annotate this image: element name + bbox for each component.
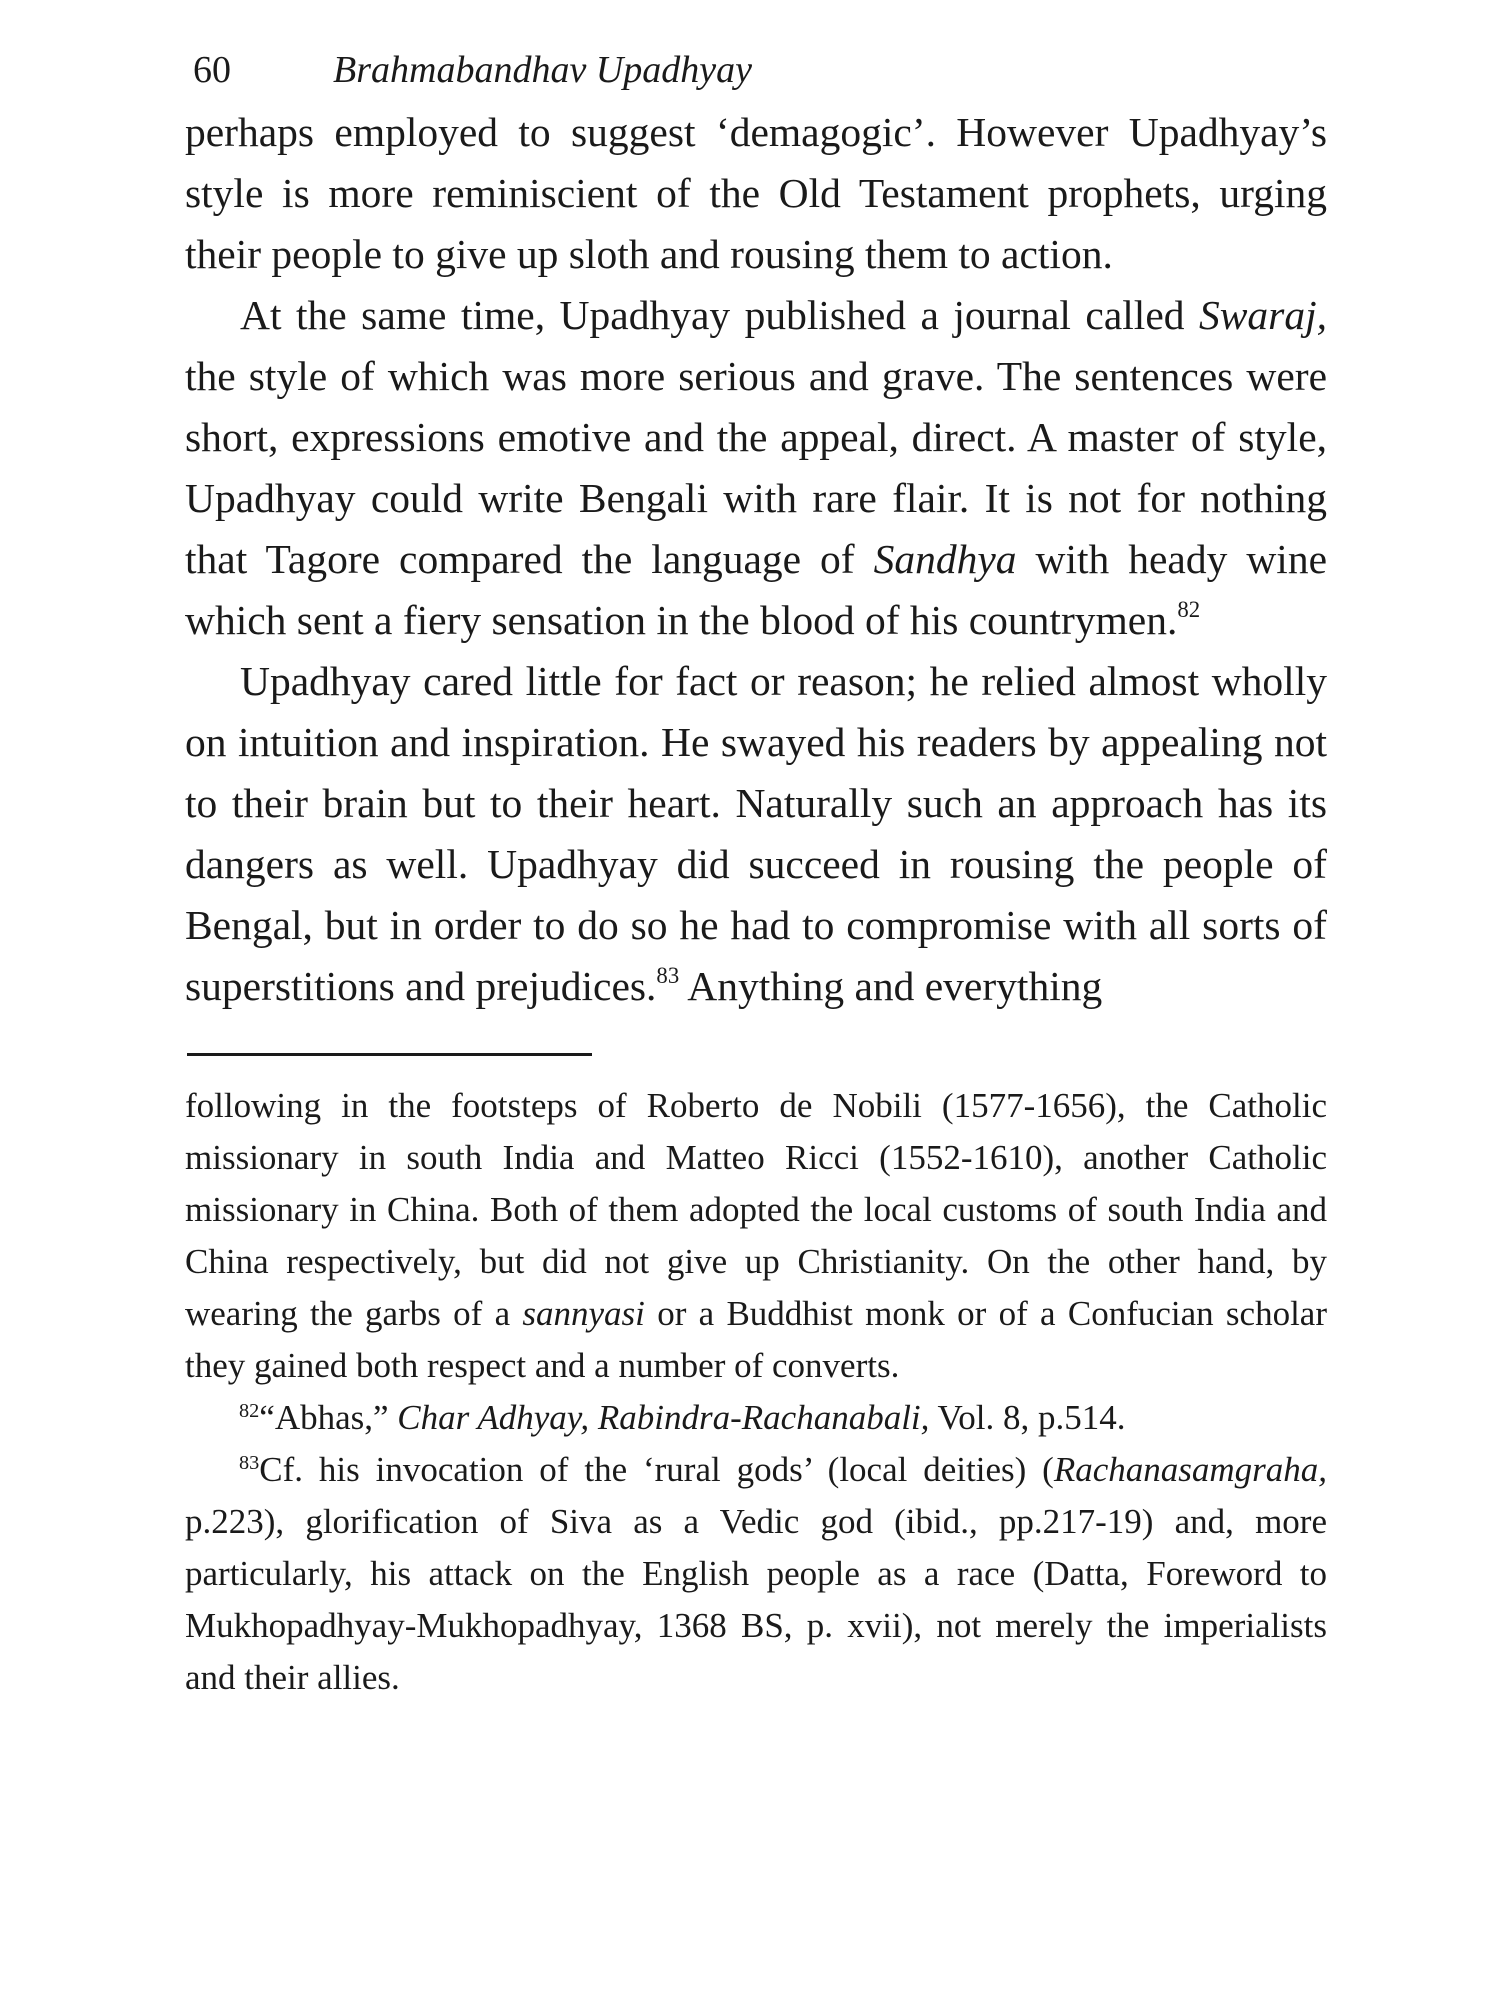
footnote-83-text-a: Cf. his invocation of the ‘rural gods’ (local deities) ( xyxy=(259,1450,1054,1489)
paragraph-3-text-a: Upadhyay cared little for fact or reason; he relied almost wholly on intuition and inspiration. He swayed his readers by appealing not to their brain but to their heart. Naturally such an approach has its dangers as well. Upadhyay did succeed in rousing the people of Bengal, but in order to do so he had to compromise with all sorts of superstitions and prejudices. xyxy=(185,658,1327,1009)
footnote-82-number: 82 xyxy=(239,1399,260,1422)
footnote-ref-82: 82 xyxy=(1177,596,1201,622)
body-text xyxy=(185,102,1327,1017)
book-page xyxy=(185,38,1327,1704)
footnote-83-text-c: p.223), glorification of Siva as a Vedic god (ibid., pp.217-19) and, more particularly, his attack on the English people as a race (Datta, Foreword to Mukhopadhyay-Mukhopadhyay, 1368 BS, p. xvii), not merely the imperialists and their allies. xyxy=(185,1502,1327,1697)
footnotes xyxy=(185,1080,1327,1704)
footnote-82-title: Char Adhyay, Rabindra-Rachanabali, xyxy=(397,1398,930,1437)
paragraph-2-text-a: At the same time, Upadhyay published a journal called xyxy=(240,292,1199,338)
footnote-83-number: 83 xyxy=(239,1451,260,1474)
footnote-continuation-text-a: following in the footsteps of Roberto de Nobili (1577-1656), the Catholic missionary in south India and Matteo Ricci (1552-1610), another Catholic missionary in China. Both of them adopted the local customs of south India and China respectively, but did not give up Christianity. On the other hand, by wearing the garbs of a xyxy=(185,1086,1327,1333)
sannyasi-term: sannyasi xyxy=(522,1294,645,1333)
paragraph-2-text-b: the style of which was more serious and grave. The sentences were short, expressions emotive and the appeal, direct. A master of style, Upadhyay could write Bengali with rare flair. It is not for nothing that Tagore compared the language of xyxy=(185,353,1327,582)
paragraph-3-text-b: Anything and everything xyxy=(679,963,1103,1009)
footnote-82 xyxy=(185,1392,1327,1444)
swaraj-title: Swaraj, xyxy=(1199,292,1327,338)
paragraph-2 xyxy=(185,285,1327,651)
footnote-continuation xyxy=(185,1080,1327,1392)
paragraph-2-text-c: with heady wine which sent a fiery sensation in the blood of his countrymen. xyxy=(185,536,1327,643)
footnote-ref-83: 83 xyxy=(656,962,680,988)
paragraph-3 xyxy=(185,651,1327,1017)
page-number: 60 xyxy=(193,49,231,91)
paragraph-1 xyxy=(185,102,1327,285)
footnote-continuation-text-b: or a Buddhist monk or of a Confucian scholar they gained both respect and a number of converts. xyxy=(185,1294,1327,1385)
running-head xyxy=(185,38,1327,102)
footnote-83-title: Rachanasamgraha, xyxy=(1053,1450,1327,1489)
footnote-83 xyxy=(185,1444,1327,1704)
footnote-82-text-c: Vol. 8, p.514. xyxy=(929,1398,1126,1437)
sandhya-title: Sandhya xyxy=(873,536,1017,582)
footnote-divider xyxy=(187,1053,592,1056)
footnote-82-text-a: “Abhas,” xyxy=(259,1398,398,1437)
running-title: Brahmabandhav Upadhyay xyxy=(333,49,752,91)
paragraph-1-text: perhaps employed to suggest ‘demagogic’. However Upadhyay’s style is more reminiscient of the Old Testament prophets, urging their people to give up sloth and rousing them to action. xyxy=(185,109,1327,277)
